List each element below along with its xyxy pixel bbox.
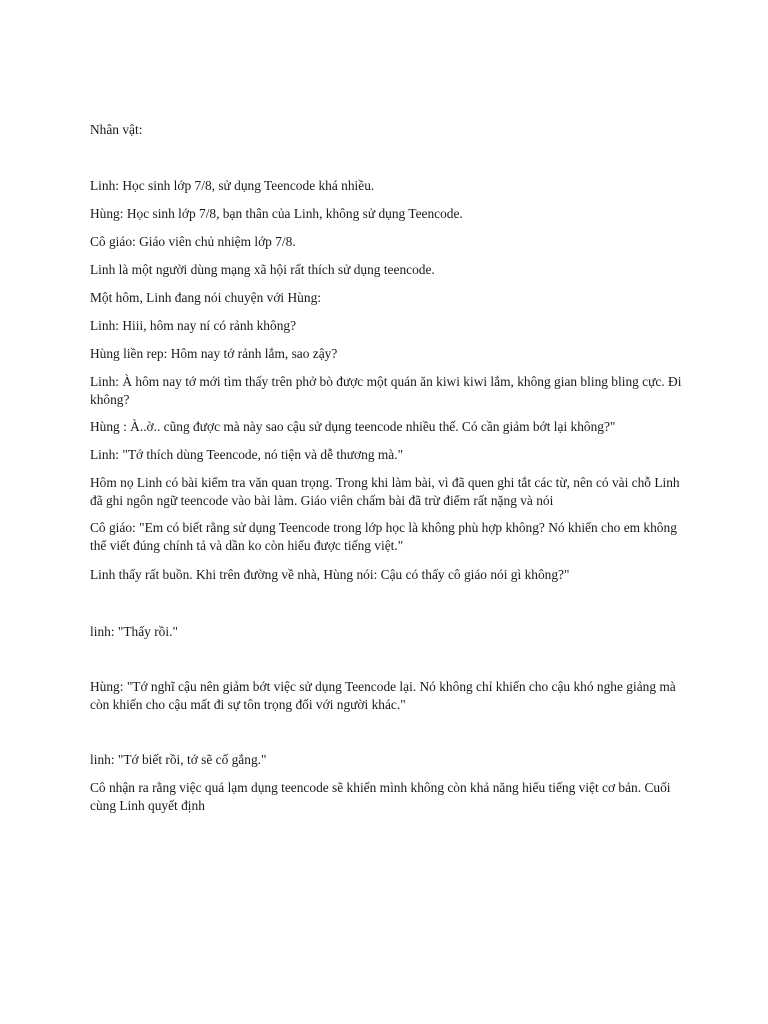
dialogue-teacher: Cô giáo: "Em có biết rằng sử dụng Teencode trong lớp học là không phù hợp không? Nó khiến cho em không thể viết đúng chính tả và dần ko còn hiểu được tiếng việt."	[90, 520, 677, 553]
dialogue-linh-2: Linh: À hôm nay tớ mới tìm thấy trên phở bò được một quán ăn kiwi kiwi lắm, không gian bling bling cực. Đi không?	[90, 374, 682, 407]
paragraph-conclusion: Cô nhận ra rằng việc quá lạm dụng teencode sẽ khiến mình không còn khả năng hiểu tiếng việt cơ bản. Cuối cùng Linh quyết định	[90, 780, 671, 813]
dialogue-hung-1: Hùng liền rep: Hôm nay tớ rảnh lắm, sao zậy?	[90, 346, 338, 361]
dialogue-hung-3: Hùng: "Tớ nghĩ cậu nên giảm bớt việc sử dụng Teencode lại. Nó không chỉ khiến cho cậu khó nghe giảng mà còn khiến cho cậu mất đi sự tôn trọng đối với người khác."	[90, 679, 676, 712]
paragraph-hung-intro: Hùng: Học sinh lớp 7/8, bạn thân của Linh, không sử dụng Teencode.	[90, 206, 463, 221]
paragraph-exam: Hôm nọ Linh có bài kiểm tra văn quan trọng. Trong khi làm bài, vì đã quen ghi tắt các từ, nên có vài chỗ Linh đã ghi ngôn ngữ teencode vào bài làm. Giáo viên chấm bài đã trừ điểm rất nặng và nói	[90, 475, 680, 508]
paragraph-linh-intro: Linh: Học sinh lớp 7/8, sử dụng Teencode khá nhiều.	[90, 178, 375, 193]
paragraph-teacher-intro: Cô giáo: Giáo viên chủ nhiệm lớp 7/8.	[90, 234, 296, 249]
paragraph-way-home: Linh thấy rất buồn. Khi trên đường về nhà, Hùng nói: Cậu có thấy cô giáo nói gì không?"	[90, 567, 570, 582]
dialogue-linh-1: Linh: Hiii, hôm nay ní có rảnh không?	[90, 318, 297, 333]
dialogue-hung-2: Hùng : À..ờ.. cũng được mà này sao cậu sử dụng teencode nhiều thế. Có cần giảm bớt lại không?"	[90, 419, 616, 434]
dialogue-linh-4: linh: "Thấy rồi."	[90, 624, 178, 639]
heading-characters: Nhân vật:	[90, 122, 143, 137]
dialogue-linh-5: linh: "Tớ biết rồi, tớ sẽ cố gắng."	[90, 752, 267, 767]
paragraph-one-day: Một hôm, Linh đang nói chuyện với Hùng:	[90, 290, 321, 305]
paragraph-linh-social: Linh là một người dùng mạng xã hội rất thích sử dụng teencode.	[90, 262, 435, 277]
dialogue-linh-3: Linh: "Tớ thích dùng Teencode, nó tiện và dễ thương mà."	[90, 447, 404, 462]
